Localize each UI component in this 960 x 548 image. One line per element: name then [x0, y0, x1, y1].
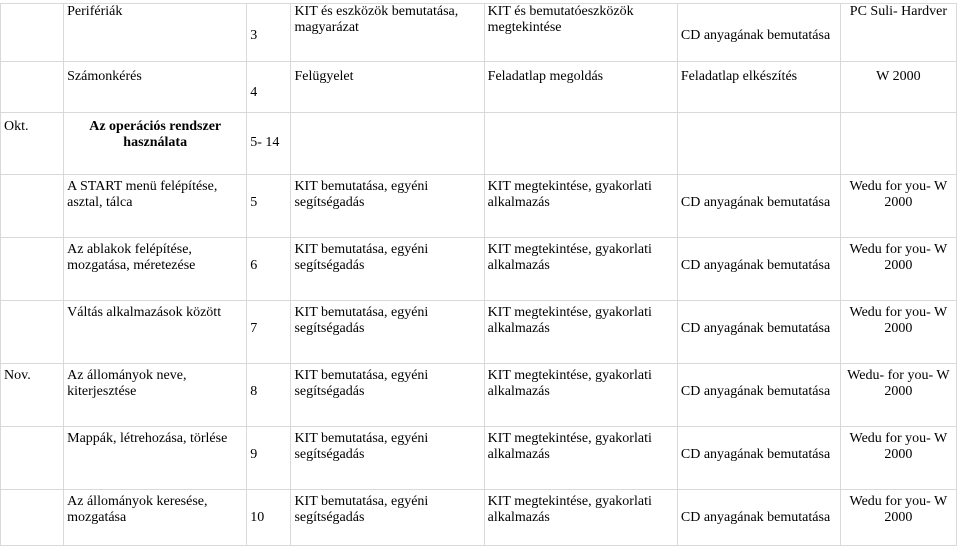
software-cell: Wedu for you- W 2000	[840, 427, 956, 490]
month-cell	[1, 238, 64, 301]
activity-cell	[484, 113, 677, 175]
topic-cell: Az ablakok felépítése, mozgatása, méretezése	[64, 238, 247, 301]
tool-cell	[677, 490, 840, 546]
table-row	[1, 301, 957, 364]
tool-cell	[677, 238, 840, 301]
hour-value: 5- 14	[250, 135, 280, 150]
activity-cell: KIT és bemutatóeszközök megtekintése	[484, 4, 677, 62]
tool-value: CD anyagának bemutatása	[680, 384, 831, 399]
hour-cell	[247, 175, 291, 238]
tool-cell: Feladatlap elkészítés	[677, 62, 840, 113]
task-cell: KIT bemutatása, egyéni segítségadás	[291, 364, 484, 427]
hour-value: 10	[250, 510, 265, 525]
hour-cell	[247, 427, 291, 490]
topic-cell: Mappák, létrehozása, törlése	[64, 427, 247, 490]
month-cell	[1, 490, 64, 546]
chapter-title: Az operációs rendszer használata	[64, 113, 247, 175]
tool-cell	[677, 301, 840, 364]
software-cell: W 2000	[840, 62, 956, 113]
hour-value: 3	[250, 28, 258, 43]
task-cell: KIT bemutatása, egyéni segítségadás	[291, 301, 484, 364]
table-row	[1, 490, 957, 546]
table-row	[1, 175, 957, 238]
tool-value: CD anyagának bemutatása	[680, 447, 831, 462]
table-row	[1, 238, 957, 301]
task-cell: KIT bemutatása, egyéni segítségadás	[291, 175, 484, 238]
task-cell: KIT bemutatása, egyéni segítségadás	[291, 427, 484, 490]
software-cell	[840, 113, 956, 175]
month-cell	[1, 4, 64, 62]
month-cell: Nov.	[1, 364, 64, 427]
hour-value: 9	[250, 447, 258, 462]
hour-cell	[247, 490, 291, 546]
task-cell: KIT bemutatása, egyéni segítségadás	[291, 490, 484, 546]
hour-value: 6	[250, 258, 258, 273]
month-cell	[1, 175, 64, 238]
tool-cell	[677, 4, 840, 62]
tool-cell	[677, 175, 840, 238]
topic-cell: Számonkérés	[64, 62, 247, 113]
table-row	[1, 427, 957, 490]
hour-cell	[247, 113, 291, 175]
table-row	[1, 62, 957, 113]
hour-cell	[247, 301, 291, 364]
lesson-plan-table	[0, 3, 957, 546]
tool-value: CD anyagának bemutatása	[680, 28, 831, 43]
software-cell: Wedu for you- W 2000	[840, 301, 956, 364]
task-cell	[291, 113, 484, 175]
activity-cell: KIT megtekintése, gyakorlati alkalmazás	[484, 490, 677, 546]
software-cell: PC Suli- Hardver	[840, 4, 956, 62]
tool-cell	[677, 427, 840, 490]
task-cell: KIT és eszközök bemutatása, magyarázat	[291, 4, 484, 62]
month-cell	[1, 427, 64, 490]
tool-value: CD anyagának bemutatása	[680, 195, 831, 210]
tool-cell	[677, 113, 840, 175]
hour-cell	[247, 238, 291, 301]
hour-value: 7	[250, 321, 258, 336]
activity-cell: KIT megtekintése, gyakorlati alkalmazás	[484, 364, 677, 427]
activity-cell: KIT megtekintése, gyakorlati alkalmazás	[484, 238, 677, 301]
tool-cell	[677, 364, 840, 427]
hour-cell	[247, 364, 291, 427]
software-cell: Wedu- for you- W 2000	[840, 364, 956, 427]
month-cell: Okt.	[1, 113, 64, 175]
software-cell: Wedu for you- W 2000	[840, 175, 956, 238]
hour-value: 8	[250, 384, 258, 399]
table-row	[1, 113, 957, 175]
hour-value: 5	[250, 195, 258, 210]
hour-cell	[247, 62, 291, 113]
month-cell	[1, 301, 64, 364]
table-row	[1, 364, 957, 427]
tool-value: CD anyagának bemutatása	[680, 510, 831, 525]
month-cell	[1, 62, 64, 113]
software-cell: Wedu for you- W 2000	[840, 238, 956, 301]
tool-value: CD anyagának bemutatása	[680, 258, 831, 273]
activity-cell: KIT megtekintése, gyakorlati alkalmazás	[484, 427, 677, 490]
table-row	[1, 4, 957, 62]
topic-cell: Az állományok neve, kiterjesztése	[64, 364, 247, 427]
activity-cell: KIT megtekintése, gyakorlati alkalmazás	[484, 175, 677, 238]
activity-cell: Feladatlap megoldás	[484, 62, 677, 113]
hour-value: 4	[250, 85, 258, 100]
activity-cell: KIT megtekintése, gyakorlati alkalmazás	[484, 301, 677, 364]
task-cell: KIT bemutatása, egyéni segítségadás	[291, 238, 484, 301]
tool-value: CD anyagának bemutatása	[680, 321, 831, 336]
task-cell: Felügyelet	[291, 62, 484, 113]
hour-cell	[247, 4, 291, 62]
topic-cell: Az állományok keresése, mozgatása	[64, 490, 247, 546]
topic-cell: A START menü felépítése, asztal, tálca	[64, 175, 247, 238]
topic-cell: Perifériák	[64, 4, 247, 62]
software-cell: Wedu for you- W 2000	[840, 490, 956, 546]
topic-cell: Váltás alkalmazások között	[64, 301, 247, 364]
